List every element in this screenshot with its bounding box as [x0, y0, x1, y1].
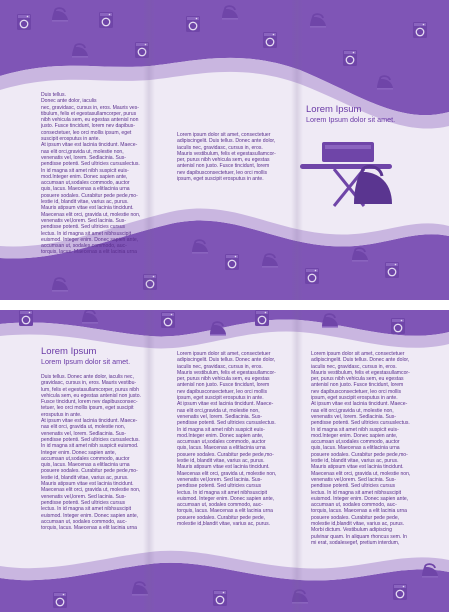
washing-machine-icon — [305, 268, 319, 284]
washing-machine-icon — [99, 12, 113, 28]
washing-machine-icon — [393, 584, 407, 600]
top-right-panel-subtitle: Lorem Ipsum dolor sit amet. — [306, 115, 396, 124]
bottom-left-panel-subtitle: Lorem Ipsum dolor sit amet. — [41, 357, 131, 366]
fold-line — [143, 0, 155, 300]
fold-line — [143, 310, 155, 612]
washing-machine-icon — [385, 262, 399, 278]
washing-machine-icon — [213, 590, 227, 606]
washing-machine-icon — [255, 310, 269, 326]
washing-machine-icon — [391, 318, 405, 334]
top-middle-panel-text: Lorem ipsum dolor sit amet, consectetuer adipiscingelit. Duis tellus. Donec ante dolor, iaculis nec, gravidasc, cursus in, eros. Mauris vestibulum, felis et egestasullamcor- per, purus nibh vehicula sem, eu egestas antenisl non justo. Fusce tincidunt, lorem nev dapibusconsectetuer, leo orci mollis ipsum, eget suscipit erosputus in ante. — [177, 132, 276, 183]
bottom-right-panel-text: Lorem ipsum dolor sit amet, consectetuer adipiscingelit. Duis tellus. Donec ante dolor, iaculis nec, gravidasc, cursus in, eros. Mauris vestibulum, felis et egestasullamcor- per, purus nibh vehicula sem, eu egestas antenisl non justo. Fusce tincidunt, lorem nev dapibusconsectetuer, leo orci mollis ipsum, eget suscipit erosputus in ante. At ipsum vitae est lacinia tincidunt. Maece- nas elit orci,gravida ut, molestie non, venenatis vel, lorem. Sedlacinia. Sus- pendisse potenti. Sed ultricies cursuslectus. In id magna sit amet nibh suspicit euis- mod.Integer enim. Donec sapien ante, accumsan ut,sodales commodo, auctor quis, lacus. Maecenas a elitlacinia urna posuere sodales. Curabitur pede pede,mo- lestie id, blandit vitae, varius ac, purus. Mauris atipsum vitae est lacinia tincidunt. Maecenas elit orci, gravida ut, molestie non, venenatis vel,lorem. Sed lacinia. Sus- pendisse potenti. Sed ultricies cursus lectus. In id magna sit amet nibhsuscipit euismod. Integer enim. Donec sapien ante, accumsan ut, sodales commodo, auc- torquis, lacus. Maecenas a elit lacinia urna posuere sodales. Curabitur pede pede, molestie id,blandit vitae, varius ac, purus. Morbi dictum. Vestibulum adipiscing pulvinar quam. In aliquam rhoncus sem. In mi erat, sodalesegef, pretium interdum, — [311, 351, 411, 546]
washing-machine-icon — [263, 32, 277, 48]
washing-machine-icon — [17, 14, 31, 30]
bottom-left-panel-title: Lorem Ipsum — [41, 346, 97, 357]
washing-machine-icon — [413, 22, 427, 38]
ironing-board-illustration — [300, 142, 392, 206]
top-left-panel-text: Duis tellus. Donec ante dolor, iaculis nec, gravidasc, cursus in, eros. Mauris ves- tibulum, felis et egestasullamcorper, purus nibh vehicula sem, eu egestas antenisl non justo. Fusce tincidunt, lorem nev dapibus- consectetuer, leo orci mollis ipsum, eget suscipit erosputus in ante. At ipsum vitae est lacinia tincidunt. Maece- nas elit orci,gravida ut, molestie non, venenatis vel, lorem. Sedlacinia. Sus- pendisse potenti. Sed ultricies cursuslectus. In id magna sit amet nibh suspicit euis- mod.Integer enim. Donec sapien ante, accumsan ut,sodales commodo, auctor quis, lacus. Maecenas a elitlacinia urna posuere sodales. Curabitur pede pede,mo- lestie id, blandit vitae, varius ac, purus. Mauris atipsum vitae est lacinia tincidunt. Maecenas elit orci, gravida ut, molestie non, venenatis vel,lorem. Sed lacinia. Sus- pendisse potenti. Sed ultricies cursus lectus. In id magna sit amet nibhsuscipit euismod. Integer enim. Donec sapien ante, accumsan ut, sodales commodo, auc- torquis, lacus. Maecenas a elit lacinia urna — [41, 92, 141, 256]
sheet-gap — [0, 300, 449, 310]
fold-line — [291, 310, 303, 612]
top-right-panel-title: Lorem Ipsum — [306, 104, 362, 115]
washing-machine-icon — [343, 50, 357, 66]
brochure-inner-side — [0, 310, 449, 612]
brochure-outer-side — [0, 0, 449, 300]
fold-line — [291, 0, 303, 300]
washing-machine-icon — [53, 592, 67, 608]
bottom-middle-panel-text: Lorem ipsum dolor sit amet, consectetuer adipiscingelit. Duis tellus. Donec ante dolor, iaculis nec, gravidasc, cursus in, eros. Mauris vestibulum, felis et egestasullamcor- per, purus nibh vehicula sem, eu egestas antenisl non justo. Fusce tincidunt, lorem nev dapibusconsectetuer, leo orci mollis ipsum, eget suscipit erosputus in ante. At ipsum vitae est lacinia tincidunt. Maece- nas elit orci,gravida ut, molestie non, venenatis vel, lorem. Sedlacinia. Sus- pendisse potenti. Sed ultricies cursuslectus. In id magna sit amet nibh suspicit euis- mod.Integer enim. Donec sapien ante, accumsan ut,sodales commodo, auctor quis, lacus. Maecenas a elitlacinia urna posuere sodales. Curabitur pede pede,mo- lestie id, blandit vitae, varius ac, purus. Mauris atipsum vitae est lacinia tincidunt. Maecenas elit orci, gravida ut, molestie non, venenatis vel,lorem. Sed lacinia. Sus- pendisse potenti. Sed ultricies cursus lectus. In id magna sit amet nibhsuscipit euismod. Integer enim. Donec sapien ante, accumsan ut, sodales commodo, auc- torquis, lacus. Maecenas a elit lacinia urna posuere sodales. Curabitur pede pede, molestie id,blandit vitae, varius ac, purus. — [177, 351, 277, 528]
washing-machine-icon — [225, 254, 239, 270]
washing-machine-icon — [161, 312, 175, 328]
washing-machine-icon — [186, 16, 200, 32]
bottom-left-panel-text: Duis tellus. Donec ante dolor, iaculis nec, gravidasc, cursus in, eros. Mauris vestibu- lum, felis et egestasullamcorper, purus nibh vehicula sem, eu egestas antenisl non justo. Fusce tincidunt, lorem nev dapibusconsec- tetuer, leo orci mollis ipsum, eget suscipit erosputus in ante. At ipsum vitae est lacinia tincidunt. Maece- nas elit orci, gravida ut, molestie non, venenatis vel, lorem. Sedlacinia. Sus- pendisse potenti. Sed ultricies cursuslectus. In id magna sit amet nibh suspicit euismod. Integer enim. Donec sapien ante, accumsan ut,sodales commodo, auctor quis, lacus. Maecenas a elitlacinia urna posuere sodales. Curabitur pede pede,mo- lestie id, blandit vitae, varius ac, purus. Mauris atipsum vitae est lacinia tincidunt. Maecenas elit orci, gravida ut, molestie non, venenatis vel,lorem. Sed lacinia. Sus- pendisse potenti. Sed ultricies cursus lectus. In id magna sit amet nibhsuscipit euismod. Integer enim. Donec sapien ante, accumsan ut, sodales commodo, auc- torquis, lacus. Maecenas a elit lacinia urna — [41, 374, 141, 532]
washing-machine-icon — [19, 310, 33, 326]
